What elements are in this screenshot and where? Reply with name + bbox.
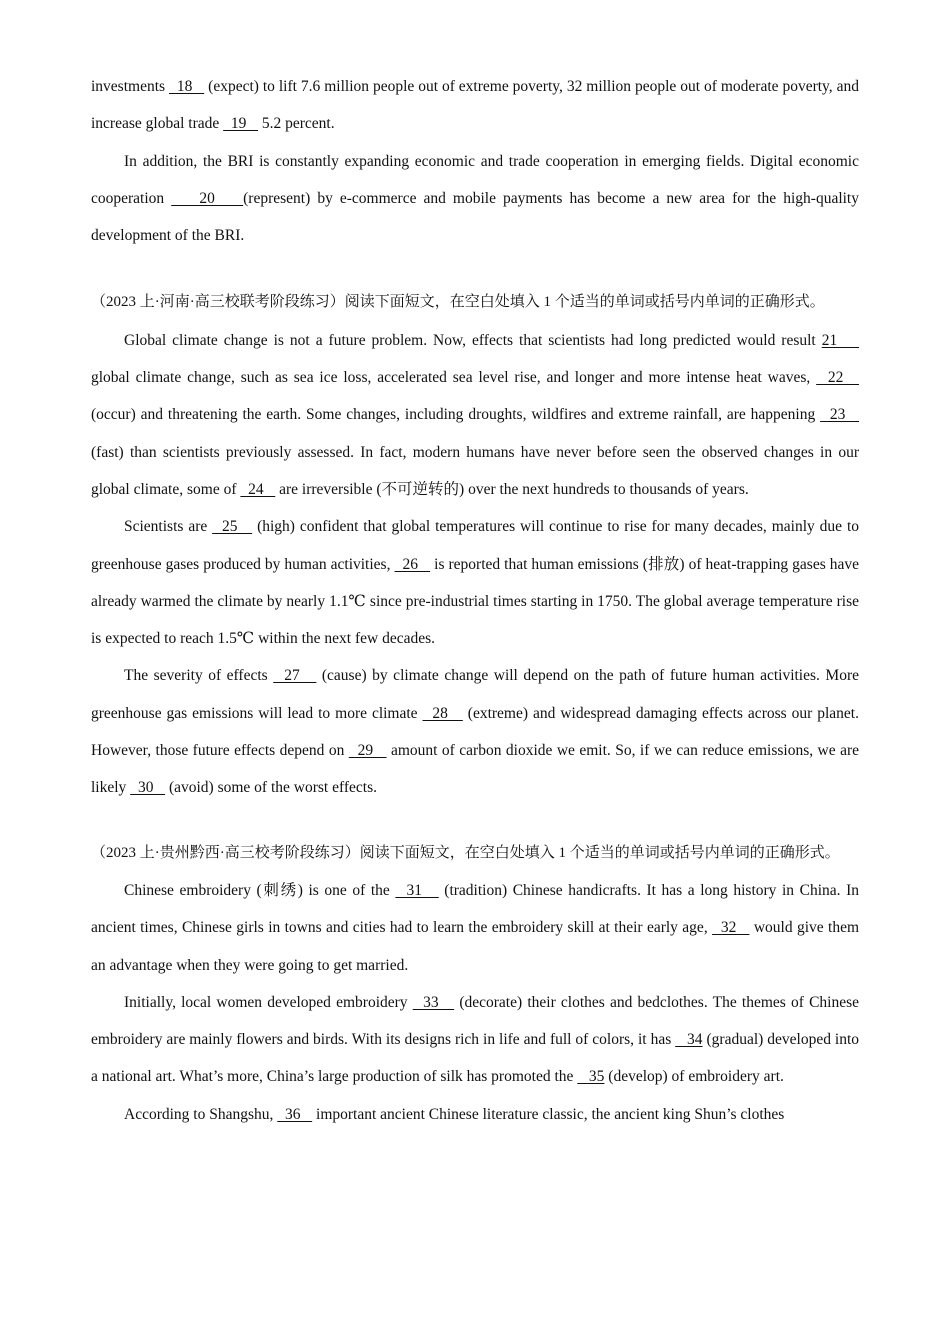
paragraph-bri-digital [91, 143, 859, 255]
paragraph-climate-1 [91, 322, 859, 508]
blank-36[interactable]: 36 [277, 1105, 313, 1123]
paragraph-climate-3 [91, 657, 859, 806]
text: In addition, the BRI is constantly expanding economic and trade cooperation in emerging fields. Digital economic cooperation [91, 152, 859, 207]
paragraph-bri-investments [91, 68, 859, 143]
text: is reported that human emissions (排放) of heat-trapping gases have already warmed the climate by nearly 1.1℃ since pre-industrial times starting in 1750. The global average temperature rise is expected to reach 1.5℃ within the next few decades. [91, 555, 860, 648]
blank-32[interactable]: 32 [712, 919, 750, 937]
text: important ancient Chinese literature classic, the ancient king Shun’s clothes [312, 1105, 785, 1123]
blank-21[interactable]: 21 [821, 331, 860, 349]
text: are irreversible (不可逆转的) over the next hundreds to thousands of years. [275, 480, 749, 498]
blank-28[interactable]: 28 [422, 704, 463, 722]
text: investments [91, 78, 169, 95]
paragraph-embroidery-3 [91, 1096, 859, 1133]
blank-29[interactable]: 29 [348, 742, 387, 760]
text: (represent) by e-commerce and mobile payments has become a new area for the high-quality development of the BRI. [91, 189, 859, 245]
text: (gradual) developed into a national art. What’s more, China’s large production of silk has promoted the [91, 1031, 860, 1086]
text: (expect) to lift 7.6 million people out of extreme poverty, 32 million people out of moderate poverty, and increase global trade [91, 78, 859, 133]
text: amount of carbon dioxide we emit. So, if we can reduce emissions, we are likely [91, 742, 859, 797]
paragraph-embroidery-2 [91, 984, 859, 1096]
blank-35[interactable]: 35 [577, 1068, 605, 1086]
section-heading-guizhou: （2023 上·贵州黔西·高三校考阶段练习）阅读下面短文，在空白处填入 1 个适当的单词或括号内单词的正确形式。 [91, 844, 840, 861]
blank-31[interactable]: 31 [395, 881, 439, 899]
text: The severity of effects [124, 667, 274, 685]
blank-33[interactable]: 33 [412, 993, 455, 1011]
blank-18[interactable]: 18 [169, 78, 205, 95]
blank-25[interactable]: 25 [212, 518, 253, 536]
text: would give them an advantage when they were going to get married. [91, 919, 860, 974]
blank-20[interactable]: 20 [171, 189, 244, 207]
blank-24[interactable]: 24 [240, 480, 276, 498]
text: Initially, local women developed embroidery [124, 993, 413, 1011]
text: (tradition) Chinese handicrafts. It has a long history in China. In ancient times, Chinese girls in towns and cities had to learn the embroidery skill at their early age, [91, 881, 859, 937]
text: (fast) than scientists previously assessed. In fact, modern humans have never before seen the observed changes in our global climate, some of [91, 443, 859, 498]
blank-22[interactable]: 22 [816, 369, 859, 387]
text: According to Shangshu, [124, 1105, 278, 1123]
paragraph-embroidery-1 [91, 872, 859, 984]
text: (avoid) some of the worst effects. [165, 779, 377, 797]
text: (high) confident that global temperatures will continue to rise for many decades, mainly due to greenhouse gases produced by human activities, [91, 518, 859, 573]
blank-23[interactable]: 23 [820, 406, 860, 424]
text: 5.2 percent. [258, 115, 335, 133]
blank-19[interactable]: 19 [223, 115, 258, 133]
blank-30[interactable]: 30 [130, 779, 166, 797]
text: (extreme) and widespread damaging effects across our planet. However, those future effects depend on [91, 704, 859, 760]
text: (occur) and threatening the earth. Some changes, including droughts, wildfires and extreme rainfall, are happening [91, 406, 821, 424]
text: (cause) by climate change will depend on the path of future human activities. More greenhouse gas emissions will lead to more climate [91, 667, 859, 722]
section-heading-henan: （2023 上·河南·高三校联考阶段练习）阅读下面短文，在空白处填入 1 个适当的单词或括号内单词的正确形式。 [91, 294, 825, 311]
blank-27[interactable]: 27 [273, 667, 317, 685]
text: (decorate) their clothes and bedclothes. The themes of Chinese embroidery are mainly flowers and birds. With its designs rich in life and full of colors, it has [91, 993, 860, 1049]
text: Chinese embroidery (刺绣) is one of the [124, 881, 396, 899]
document-page [91, 68, 859, 1133]
text: global climate change, such as sea ice loss, accelerated sea level rise, and longer and more intense heat waves, [91, 369, 817, 387]
paragraph-climate-2 [91, 508, 859, 657]
text: (develop) of embroidery art. [604, 1068, 784, 1086]
blank-26[interactable]: 26 [394, 555, 431, 573]
blank-34[interactable]: 34 [675, 1031, 703, 1049]
text: Global climate change is not a future problem. Now, effects that scientists had long predicted would result [124, 331, 822, 349]
text: Scientists are [124, 518, 213, 536]
